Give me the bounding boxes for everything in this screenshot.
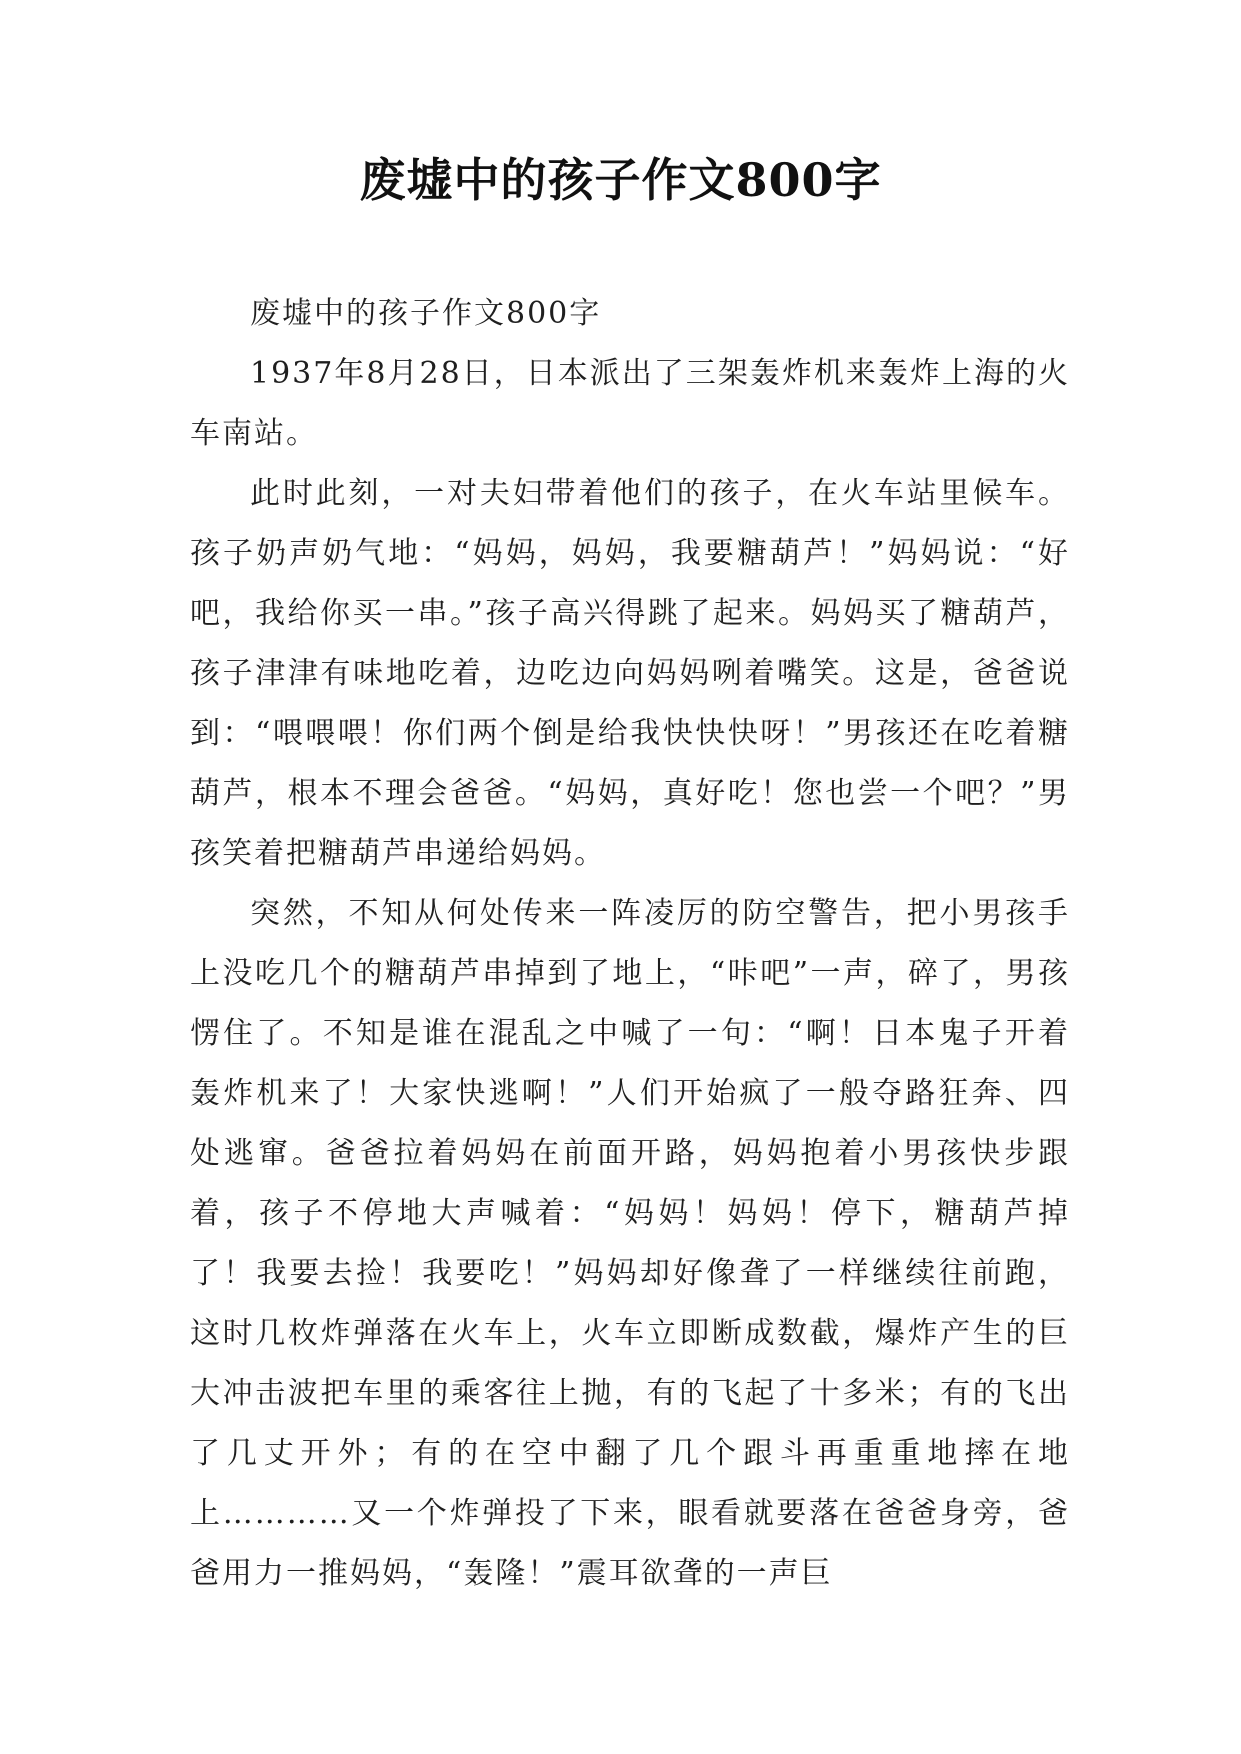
document-body bbox=[190, 284, 1070, 1604]
paragraph-bombing: 突然，不知从何处传来一阵凌厉的防空警告，把小男孩手上没吃几个的糖葫芦串掉到了地上，“咔吧”一声，碎了，男孩愣住了。不知是谁在混乱之中喊了一句：“啊！日本鬼子开着轰炸机来了！大家快逃啊！”人们开始疯了一般夺路狂奔、四处逃窜。爸爸拉着妈妈在前面开路，妈妈抱着小男孩快步跟着，孩子不停地大声喊着：“妈妈！妈妈！停下，糖葫芦掉了！我要去捡！我要吃！”妈妈却好像聋了一样继续往前跑，这时几枚炸弹落在火车上，火车立即断成数截，爆炸产生的巨大冲击波把车里的乘客往上抛，有的飞起了十多米；有的飞出了几丈开外；有的在空中翻了几个跟斗再重重地摔在地上…………又一个炸弹投了下来，眼看就要落在爸爸身旁，爸爸用力一推妈妈，“轰隆！”震耳欲聋的一声巨 bbox=[190, 896, 1070, 1591]
paragraph-waiting: 此时此刻，一对夫妇带着他们的孩子，在火车站里候车。孩子奶声奶气地：“妈妈，妈妈，我要糖葫芦！”妈妈说：“好吧，我给你买一串。”孩子高兴得跳了起来。妈妈买了糖葫芦，孩子津津有味地吃着，边吃边向妈妈咧着嘴笑。这是，爸爸说到：“喂喂喂！你们两个倒是给我快快快呀！”男孩还在吃着糖葫芦，根本不理会爸爸。“妈妈，真好吃！您也尝一个吧？”男孩笑着把糖葫芦串递给妈妈。 bbox=[190, 476, 1070, 871]
paragraph-subtitle: 废墟中的孩子作文800字 bbox=[250, 296, 602, 331]
document-title: 废墟中的孩子作文800字 bbox=[359, 153, 882, 207]
paragraph-date: 1937年8月28日，日本派出了三架轰炸机来轰炸上海的火车南站。 bbox=[190, 356, 1070, 451]
